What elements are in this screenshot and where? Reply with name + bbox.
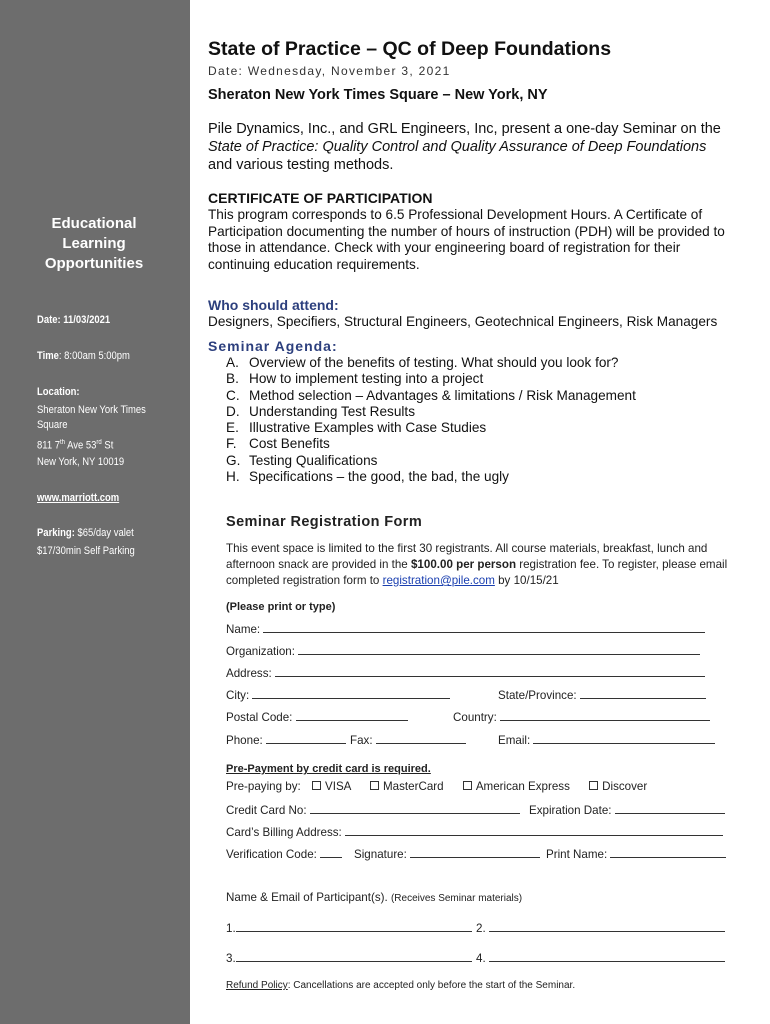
amex-checkbox[interactable]: American Express (463, 780, 570, 793)
agenda-item: G. Testing Qualifications (226, 452, 378, 468)
refund-policy: Refund Policy: Cancellations are accepted only before the start of the Seminar. (226, 980, 576, 991)
agenda-item: A. Overview of the benefits of testing. What should you look for? (226, 355, 619, 370)
expiration-field[interactable]: Expiration Date: (529, 802, 725, 818)
location-label: Location: (37, 386, 80, 398)
participant-1-field[interactable]: 1. (226, 920, 472, 936)
email-field[interactable]: Email: (498, 732, 715, 748)
phone-field[interactable]: Phone: (226, 732, 346, 748)
event-date: Date: Wednesday, November 3, 2021 (208, 64, 451, 78)
form-intro: This event space is limited to the first 30 registrants. All course materials, breakfast, lunch and afternoon snack are provided in the $100.00 per person registration fee. To register, please email completed registration form to registration@pile.com by 10/15/21 (226, 542, 728, 587)
page-title: State of Practice – QC of Deep Foundations (208, 38, 612, 60)
signature-field[interactable]: Signature: (354, 846, 540, 862)
participant-4-field[interactable]: 4. (476, 950, 725, 966)
country-field[interactable]: Country: (453, 709, 710, 725)
location-city: New York, NY 10019 (37, 456, 125, 468)
credit-card-field[interactable]: Credit Card No: (226, 802, 520, 818)
date-value: 11/03/2021 (63, 314, 111, 326)
print-name-field[interactable]: Print Name: (546, 846, 726, 862)
checkbox-icon (463, 781, 472, 790)
agenda-list (226, 355, 636, 485)
participants-heading: Name & Email of Participant(s). (Receives Seminar materials) (226, 891, 523, 904)
checkbox-icon (589, 781, 598, 790)
sidebar-time (37, 348, 130, 364)
sidebar-heading-line: Educational (51, 215, 137, 232)
participant-3-field[interactable]: 3. (226, 950, 472, 966)
location-line: Sheraton New York Times (37, 404, 146, 416)
parking-info: Parking: $65/day valet (37, 527, 134, 539)
agenda-item: D. Understanding Test Results (226, 403, 415, 419)
time-value: : 8:00am 5:00pm (58, 350, 130, 362)
sidebar-date (37, 312, 110, 328)
participant-2-field[interactable]: 2. (476, 920, 725, 936)
sidebar-heading (18, 214, 170, 274)
venue: Sheraton New York Times Square – New York, NY (208, 87, 548, 103)
sidebar (0, 0, 190, 1024)
agenda-item: F. Cost Benefits (226, 436, 330, 452)
agenda-item: B. How to implement testing into a project (226, 371, 484, 387)
sidebar-heading-line: Opportunities (44, 255, 144, 272)
location-line: Square (37, 419, 68, 431)
registration-email-link[interactable]: registration@pile.com (382, 574, 495, 587)
print-note: (Please print or type) (226, 601, 336, 613)
fax-field[interactable]: Fax: (350, 732, 466, 748)
verification-field[interactable]: Verification Code: (226, 846, 342, 862)
prepay-heading: Pre-Payment by credit card is required. (226, 763, 431, 775)
parking-info-line2: $17/30min Self Parking (37, 545, 135, 557)
payment-method-row: Pre-paying by: VISA MasterCard American Express Discover (226, 780, 648, 793)
mastercard-checkbox[interactable]: MasterCard (370, 780, 444, 793)
location-address: 811 7th Ave 53rd St (37, 439, 114, 452)
checkbox-icon (370, 781, 379, 790)
billing-address-field[interactable]: Card’s Billing Address: (226, 824, 723, 840)
sidebar-heading-line: Learning (62, 235, 126, 252)
state-field[interactable]: State/Province: (498, 687, 706, 703)
agenda-item: H. Specifications – the good, the bad, the ugly (226, 469, 509, 485)
form-title: Seminar Registration Form (226, 514, 423, 530)
agenda-item: E. Illustrative Examples with Case Studies (226, 420, 487, 436)
visa-checkbox[interactable]: VISA (312, 780, 351, 793)
agenda-heading: Seminar Agenda: (208, 338, 338, 354)
who-text: Designers, Specifiers, Structural Engineers, Geotechnical Engineers, Risk Managers (208, 314, 718, 329)
certificate-heading: CERTIFICATE OF PARTICIPATION (208, 190, 433, 206)
organization-field[interactable]: Organization: (226, 643, 700, 659)
time-label: Time (37, 350, 59, 362)
postal-code-field[interactable]: Postal Code: (226, 709, 408, 725)
name-field[interactable]: Name: (226, 621, 705, 637)
city-field[interactable]: City: (226, 687, 450, 703)
discover-checkbox[interactable]: Discover (589, 780, 647, 793)
intro-paragraph: Pile Dynamics, Inc., and GRL Engineers, Inc, present a one-day Seminar on the State of Practice: Quality Control and Quality Assurance of Deep Foundations and various testing methods. (208, 121, 721, 173)
checkbox-icon (312, 781, 321, 790)
website-link[interactable]: www.marriott.com (37, 492, 120, 504)
date-label: Date: (37, 314, 61, 326)
certificate-text: This program corresponds to 6.5 Professional Development Hours. A Certificate of Participation documenting the number of hours of instruction (PDH) will be provided to those in attendance. Check with your engineering board of registration for their continuing education requirements. (208, 207, 725, 272)
who-heading: Who should attend: (208, 297, 339, 313)
address-field[interactable]: Address: (226, 665, 705, 681)
agenda-item: C. Method selection – Advantages & limitations / Risk Management (226, 387, 636, 403)
